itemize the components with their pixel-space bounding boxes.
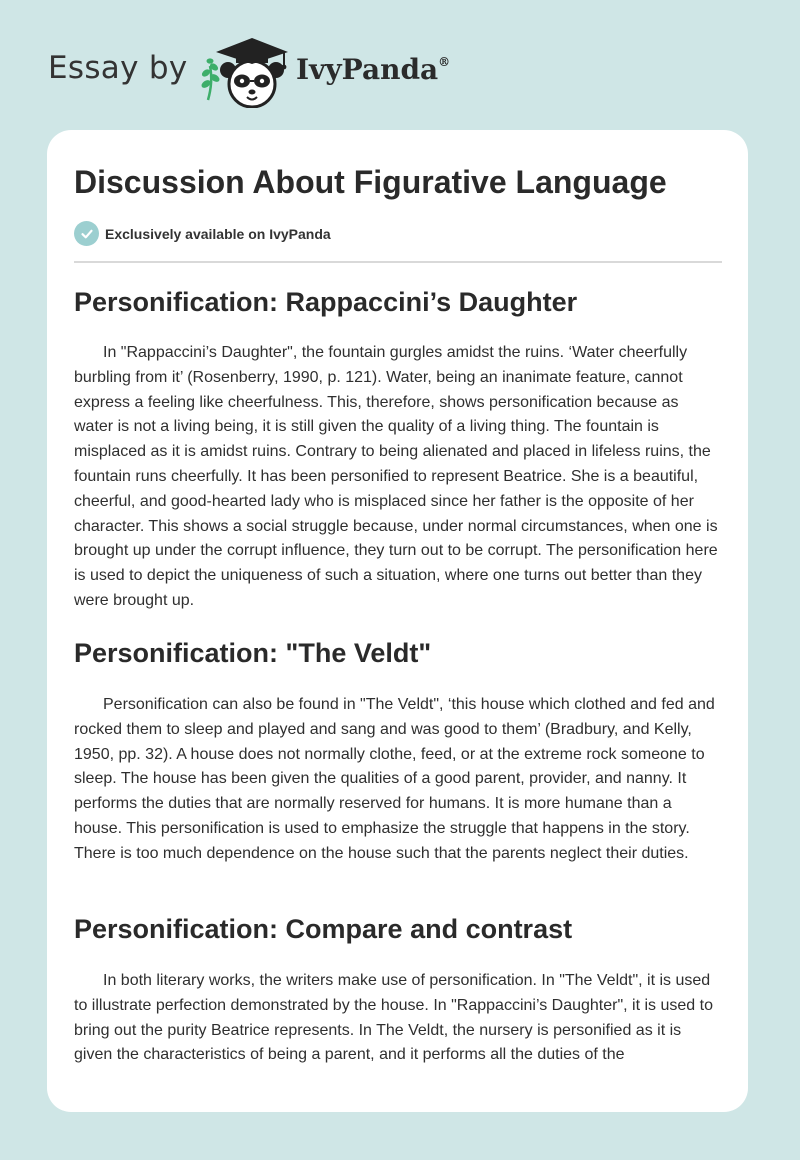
section-heading: Personification: "The Veldt": [74, 638, 432, 668]
brand-text: IvyPanda: [296, 53, 439, 86]
registered-mark: ®: [438, 55, 451, 69]
article-card: [47, 130, 748, 1112]
essay-by-label: Essay by: [48, 50, 188, 86]
section-heading: Personification: Rappaccini’s Daughter: [74, 287, 578, 317]
title-divider: [74, 261, 722, 263]
section-heading: Personification: Compare and contrast: [74, 914, 573, 944]
section-paragraph: In both literary works, the writers make use of personification. In "The Veldt", it is used to illustrate perfection demonstrated by the house. In "Rappaccini’s Daughter", it is used to bring out the purity Beatrice represents. In The Veldt, the nursery is personified as it is given the characteristics of being a parent, and it performs all the duties of the: [74, 972, 713, 1064]
section-paragraph: Personification can also be found in "The Veldt", ‘this house which clothed and fed and rocked them to sleep and played and sang and was good to them’ (Bradbury, and Kelly, 1950, pp. 32). A house does not normally clothe, feed, or at the extreme rock someone to sleep. The house has been given the qualities of a good parent, provider, and nanny. It performs the duties that are normally reserved for humans. It is more humane than a house. This personification is used to emphasize the struggle that happens in the story. There is too much dependence on the house such that the parents neglect their duties.: [74, 696, 715, 862]
section-paragraph: In "Rappaccini’s Daughter", the fountain gurgles amidst the ruins. ‘Water cheerfully burbling from it’ (Rosenberry, 1990, p. 121). Water, being an inanimate feature, cannot express a feeling like cheerfulness. This, therefore, shows personification because as water is not a living being, it is still given the quality of a living thing. The fountain is misplaced as it is amidst ruins. Contrary to being alienated and placed in lifeless ruins, the fountain runs cheerfully. It has been personified to represent Beatrice. She is a beautiful, cheerful, and good-hearted lady who is misplaced since her father is the opposite of her character. This shows a social struggle because, under normal circumstances, when one is brought up under the corrupt influence, they turn out to be corrupt. The personification here is used to depict the uniqueness of such a situation, where one turns out better than they were brought up.: [74, 344, 718, 609]
check-icon: [74, 221, 99, 246]
panda-logo-icon[interactable]: [200, 36, 294, 108]
exclusive-label: Exclusively available on IvyPanda: [105, 225, 331, 242]
brand-name[interactable]: [296, 53, 450, 86]
article-title: Discussion About Figurative Language: [74, 164, 667, 200]
exclusive-badge: [74, 221, 331, 246]
site-header: [0, 0, 800, 120]
